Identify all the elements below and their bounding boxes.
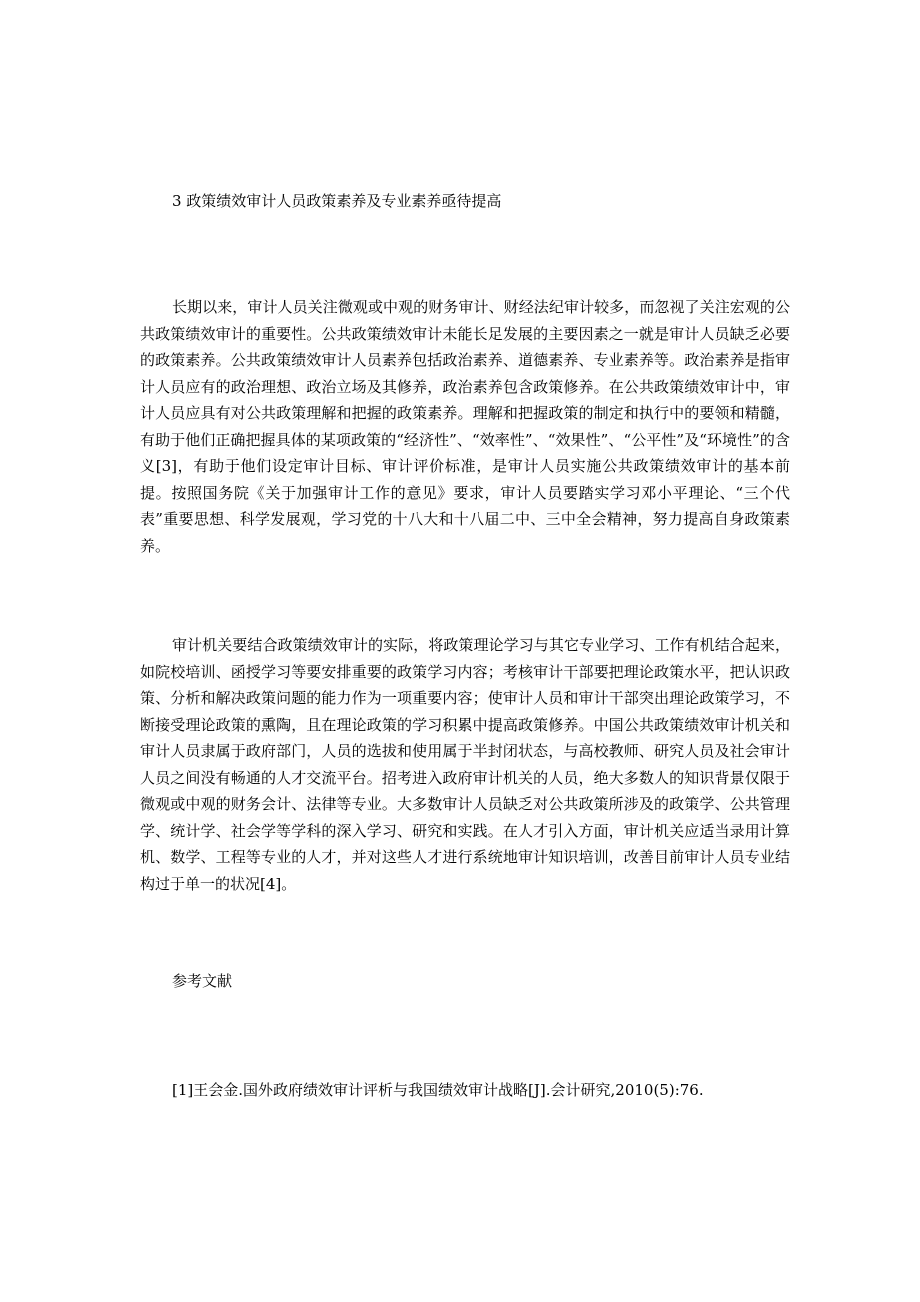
body-paragraph-2: 审计机关要结合政策绩效审计的实际，将政策理论学习与其它专业学习、工作有机结合起来，如院校培训、函授学习等要安排重要的政策学习内容；考核审计干部要把理论政策水平，把认识政策、分析和解决政策问题的能力作为一项重要内容；使审计人员和审计干部突出理论政策学习，不断接受理论政策的熏陶，且在理论政策的学习积累中提高政策修养。中国公共政策绩效审计机关和审计人员隶属于政府部门，人员的选拔和使用属于半封闭状态，与高校教师、研究人员及社会审计人员之间没有畅通的人才交流平台。招考进入政府审计机关的人员，绝大多数人的知识背景仅限于微观或中观的财务会计、法律等专业。大多数审计人员缺乏对公共政策所涉及的政策学、公共管理学、统计学、社会学等学科的深入学习、研究和实践。在人才引入方面，审计机关应适当录用计算机、数学、工程等专业的人才，并对这些人才进行系统地审计知识培训，改善目前审计人员专业结构过于单一的状况[4]。 <box>140 636 790 893</box>
reference-item: [1]王会金.国外政府绩效审计评析与我国绩效审计战略[J].会计研究,2010(5):76. <box>172 1081 704 1099</box>
section-heading: 3 政策绩效审计人员政策素养及专业素养亟待提高 <box>172 192 502 210</box>
references-title: 参考文献 <box>172 972 233 990</box>
body-paragraph-1: 长期以来，审计人员关注微观或中观的财务审计、财经法纪审计较多，而忽视了关注宏观的公共政策绩效审计的重要性。公共政策绩效审计未能长足发展的主要因素之一就是审计人员缺乏必要的政策素养。公共政策绩效审计人员素养包括政治素养、道德素养、专业素养等。政治素养是指审计人员应有的政治理想、政治立场及其修养，政治素养包含政策修养。在公共政策绩效审计中，审计人员应具有对公共政策理解和把握的政策素养。理解和把握政策的制定和执行中的要领和精髓，有助于他们正确把握具体的某项政策的“经济性”、“效率性”、“效果性”、“公平性”及“环境性”的含义[3]，有助于他们设定审计目标、审计评价标准，是审计人员实施公共政策绩效审计的基本前提。按照国务院《关于加强审计工作的意见》要求，审计人员要踏实学习邓小平理论、“三个代表”重要思想、科学发展观，学习党的十八大和十八届二中、三中全会精神，努力提高自身政策素养。 <box>140 298 790 555</box>
